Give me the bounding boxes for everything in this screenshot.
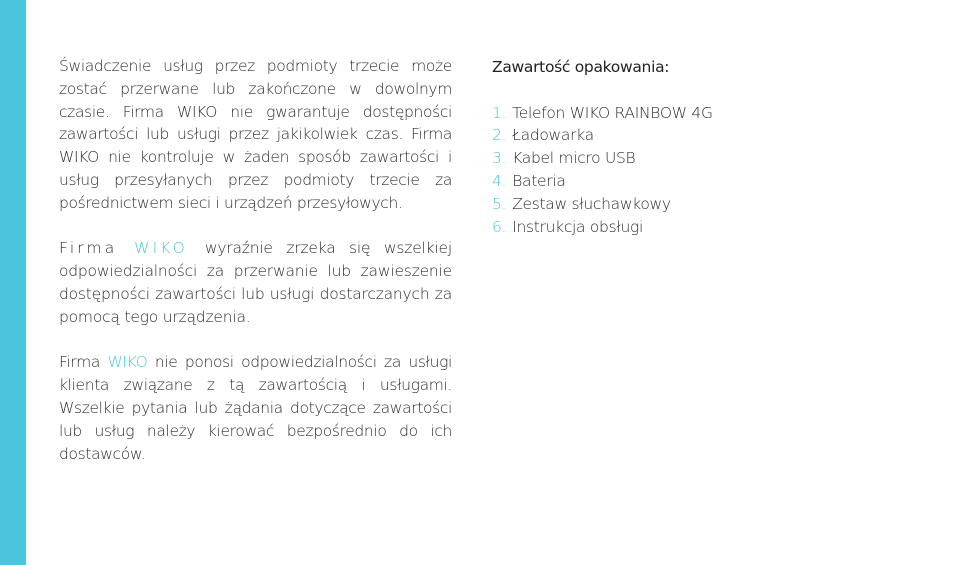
- list-item-label: Bateria: [512, 171, 566, 190]
- box-contents-title: Zawartość opakowania:: [492, 58, 670, 76]
- list-item: [492, 193, 912, 216]
- list-item: [492, 124, 912, 147]
- list-item: [492, 102, 912, 125]
- list-item-number: 2.: [492, 126, 507, 145]
- list-item-label: Zestaw słuchawkowy: [512, 194, 671, 213]
- accent-side-bar: [0, 0, 26, 565]
- list-item: [492, 216, 912, 239]
- box-contents-list: [492, 102, 912, 239]
- list-item-number: 1.: [492, 103, 507, 122]
- list-item-label: Kabel micro USB: [512, 149, 636, 168]
- list-item-number: 3.: [492, 149, 507, 168]
- list-item-label: Instrukcja obsługi: [512, 217, 644, 236]
- list-item-label: Ładowarka: [512, 126, 594, 145]
- brand-name-wiko: WIKO: [107, 353, 148, 372]
- list-item: [492, 147, 912, 170]
- list-item: [492, 170, 912, 193]
- disclaimer-paragraph-1: Świadczenie usług przez podmioty trzecie może zostać przerwane lub zakończone w dowolnym czasie. Firma WIKO nie gwarantuje dostępności zawartości lub usługi przez jakikolwiek czas. Firma WIKO nie kontroluje w żaden sposób zawartości i usług przesyłanych przez podmioty trzecie za pośrednictwem sieci i urządzeń przesyłowych.: [59, 57, 452, 212]
- list-item-number: 6.: [492, 217, 507, 236]
- brand-name-wiko: WIKO: [134, 239, 188, 258]
- box-contents-column: [492, 56, 912, 238]
- paragraph-2-text: wyraźnie zrzeka się wszelkiej odpowiedzialności za przerwanie lub zawieszenie dostępności zawartości lub usługi dostarczanych za pomocą tego urządzenia.: [59, 239, 452, 326]
- paragraph-3-text: nie ponosi odpowiedzialności za usługi klienta związane z tą zawartością i usługami. Wszelkie pytania lub żądania dotyczące zawartości lub usług należy kierować bezpośrednio do ich dostawców.: [59, 353, 452, 463]
- disclaimer-paragraph-2: [59, 237, 452, 328]
- list-item-number: 4.: [492, 171, 507, 190]
- disclaimer-column: [59, 55, 452, 488]
- paragraph-2-prefix: Firma: [59, 239, 118, 258]
- disclaimer-paragraph-3: [59, 351, 452, 465]
- list-item-label: Telefon WIKO RAINBOW 4G: [512, 103, 713, 122]
- paragraph-3-prefix: Firma: [59, 353, 101, 372]
- list-item-number: 5.: [492, 194, 507, 213]
